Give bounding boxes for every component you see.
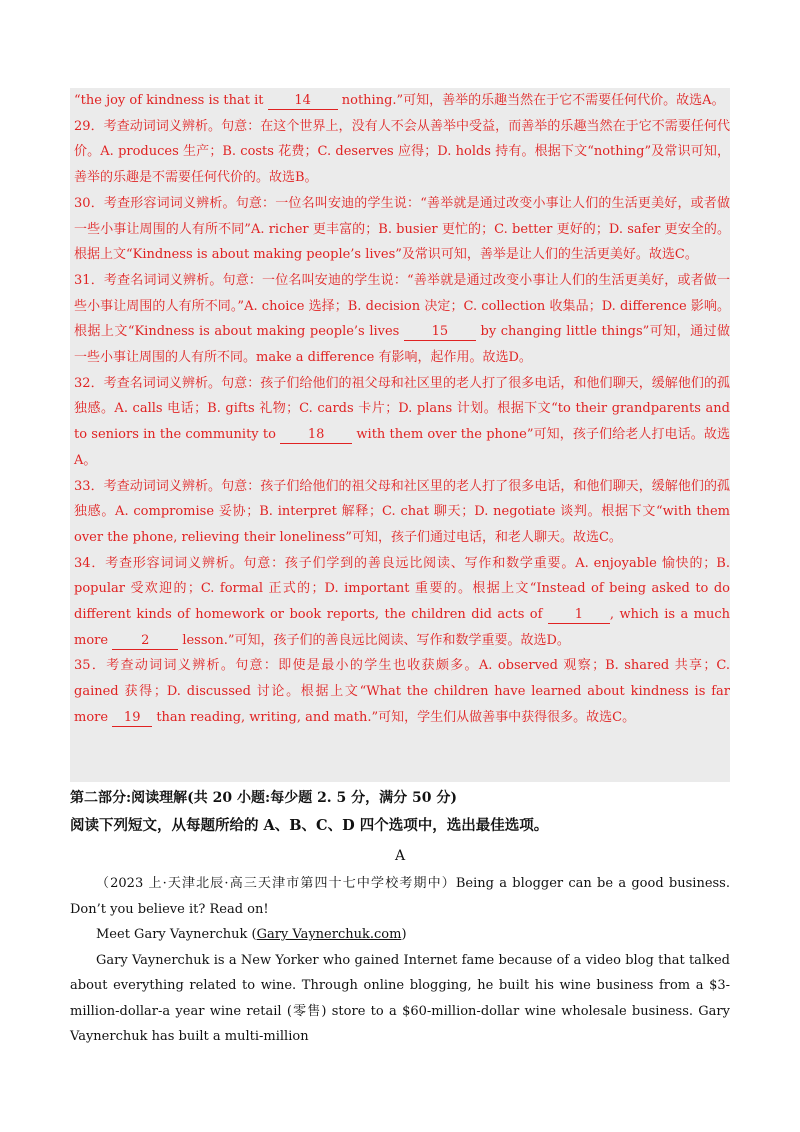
blank-number: 19 <box>112 710 152 727</box>
answer-text: 33．考查动词词义辨析。句意：孩子们给他们的祖父母和社区里的老人打了很多电话，和他们聊天，缓解他们的孤独感。A. compromise 妥协；B. interpret 解释；C. chat 聊天；D. negotiate 谈判。根据下文“with them over the phone, relieving their loneliness”可知，孩子们通过电话，和老人聊天。故选C。 <box>74 478 730 545</box>
section-title: 第二部分:阅读理解(共 20 小题:每少题 2. 5 分，满分 50 分) <box>70 790 458 806</box>
passage-intro: （2023 上·天津北辰·高三天津市第四十七中学校考期中）Being a blogger can be a good business. Don’t you believe it? Read on! <box>70 876 730 917</box>
answer-text: lesson.”可知，孩子们的善良远比阅读、写作和数学重要。故选D。 <box>178 632 570 648</box>
meet-close: ) <box>401 927 407 942</box>
blank-number: 15 <box>404 324 476 341</box>
answer-text: than reading, writing, and math.”可知，学生们从做善事中获得很多。故选C。 <box>152 709 636 725</box>
answer-text: “the joy of kindness is that it <box>74 93 268 108</box>
blank-number: 2 <box>112 633 178 650</box>
blank-number: 14 <box>268 93 338 110</box>
answer-text: 32．考查名词词义辨析。句意：孩子们给他们的祖父母和社区里的老人打了很多电话，和他们聊天，缓解他们的孤独感。A. calls 电话；B. gifts 礼物；C. cards 卡片；D. plans 计划。根据下文“to their grandparents and to seniors in the community to <box>74 375 730 443</box>
blank-number: 1 <box>548 607 610 624</box>
passage-letter: A <box>394 848 406 864</box>
blank-number: 18 <box>280 427 352 444</box>
answer-text: 30．考查形容词词义辨析。句意：一位名叫安迪的学生说：“善举就是通过改变小事让人们的生活更美好，或者做一些小事让周围的人有所不同”A. richer 更丰富的；B. busier 更忙的；C. better 更好的；D. safer 更安全的。根据上文“Kindness is about making people’s lives”及常识可知，善举是让人们的生活更美好。故选C。 <box>74 195 730 263</box>
answer-text: 31．考查名词词义辨析。句意：一位名叫安迪的学生说：“善举就是通过改变小事让人们的生活更美好，或者做一些小事让周围的人有所不同。”A. choice 选择；B. decision 决定；C. collection 收集品；D. difference 影响。根据上文“Kindness is about making people’s lives <box>74 272 730 340</box>
passage-meet-line <box>70 922 730 948</box>
answer-item <box>74 88 730 114</box>
answer-text: by changing little things”可知，通过做一些小事让周围的人有所不同。make a difference 有影响，起作用。故选D。 <box>74 324 731 366</box>
answer-text: 35．考查动词词义辨析。句意：即使是最小的学生也收获颇多。A. observed 观察；B. shared 共享；C. gained 获得；D. discussed 讨论。根据上文“What the children have learned about kindness is far more <box>74 658 730 725</box>
answer-item <box>74 653 730 730</box>
reading-passage <box>70 871 730 1050</box>
answer-text: nothing.”可知，善举的乐趣当然在于它不需要任何代价。故选A。 <box>337 93 725 108</box>
answer-item <box>74 268 730 371</box>
answer-item <box>74 371 730 474</box>
answer-text: with them over the phone”可知，孩子们给老人打电话。故选A。 <box>74 427 731 468</box>
answer-text: 34．考查形容词词义辨析。句意：孩子们学到的善良远比阅读、写作和数学重要。A. enjoyable 愉快的；B. popular 受欢迎的；C. formal 正式的；D. important 重要的。根据上文“Instead of being asked to do different kinds of homework or book reports, the children did acts of <box>74 555 730 623</box>
answer-text: 29．考查动词词义辨析。句意：在这个世界上，没有人不会从善举中受益，而善举的乐趣当然在于它不需要任何代价。A. produces 生产；B. costs 花费；C. deserves 应得；D. holds 持有。根据下文“nothing”及常识可知，善举的乐趣是不需要任何代价的。故选B。 <box>74 118 730 186</box>
section-instruction: 阅读下列短文，从每题所给的 A、B、C、D 四个选项中，选出最佳选项。 <box>70 817 549 834</box>
answer-item <box>74 191 730 268</box>
website-link[interactable]: Gary Vaynerchuk.com <box>256 927 402 942</box>
answer-item <box>74 551 730 654</box>
answer-item <box>74 474 730 551</box>
answer-explanations <box>70 88 730 782</box>
answer-item <box>74 114 730 191</box>
answer-text: , which is a much more <box>74 607 730 648</box>
passage-paragraph: Gary Vaynerchuk is a New Yorker who gained Internet fame because of a video blog that talked about everything related to wine. Through online blogging, he built his wine business from a $3-million-dollar-a year wine retail (零售) store to a $60-million-dollar wine wholesale business. Gary Vaynerchuk has built a multi-million <box>70 952 730 1044</box>
meet-text: Meet Gary Vaynerchuk ( <box>96 927 257 942</box>
